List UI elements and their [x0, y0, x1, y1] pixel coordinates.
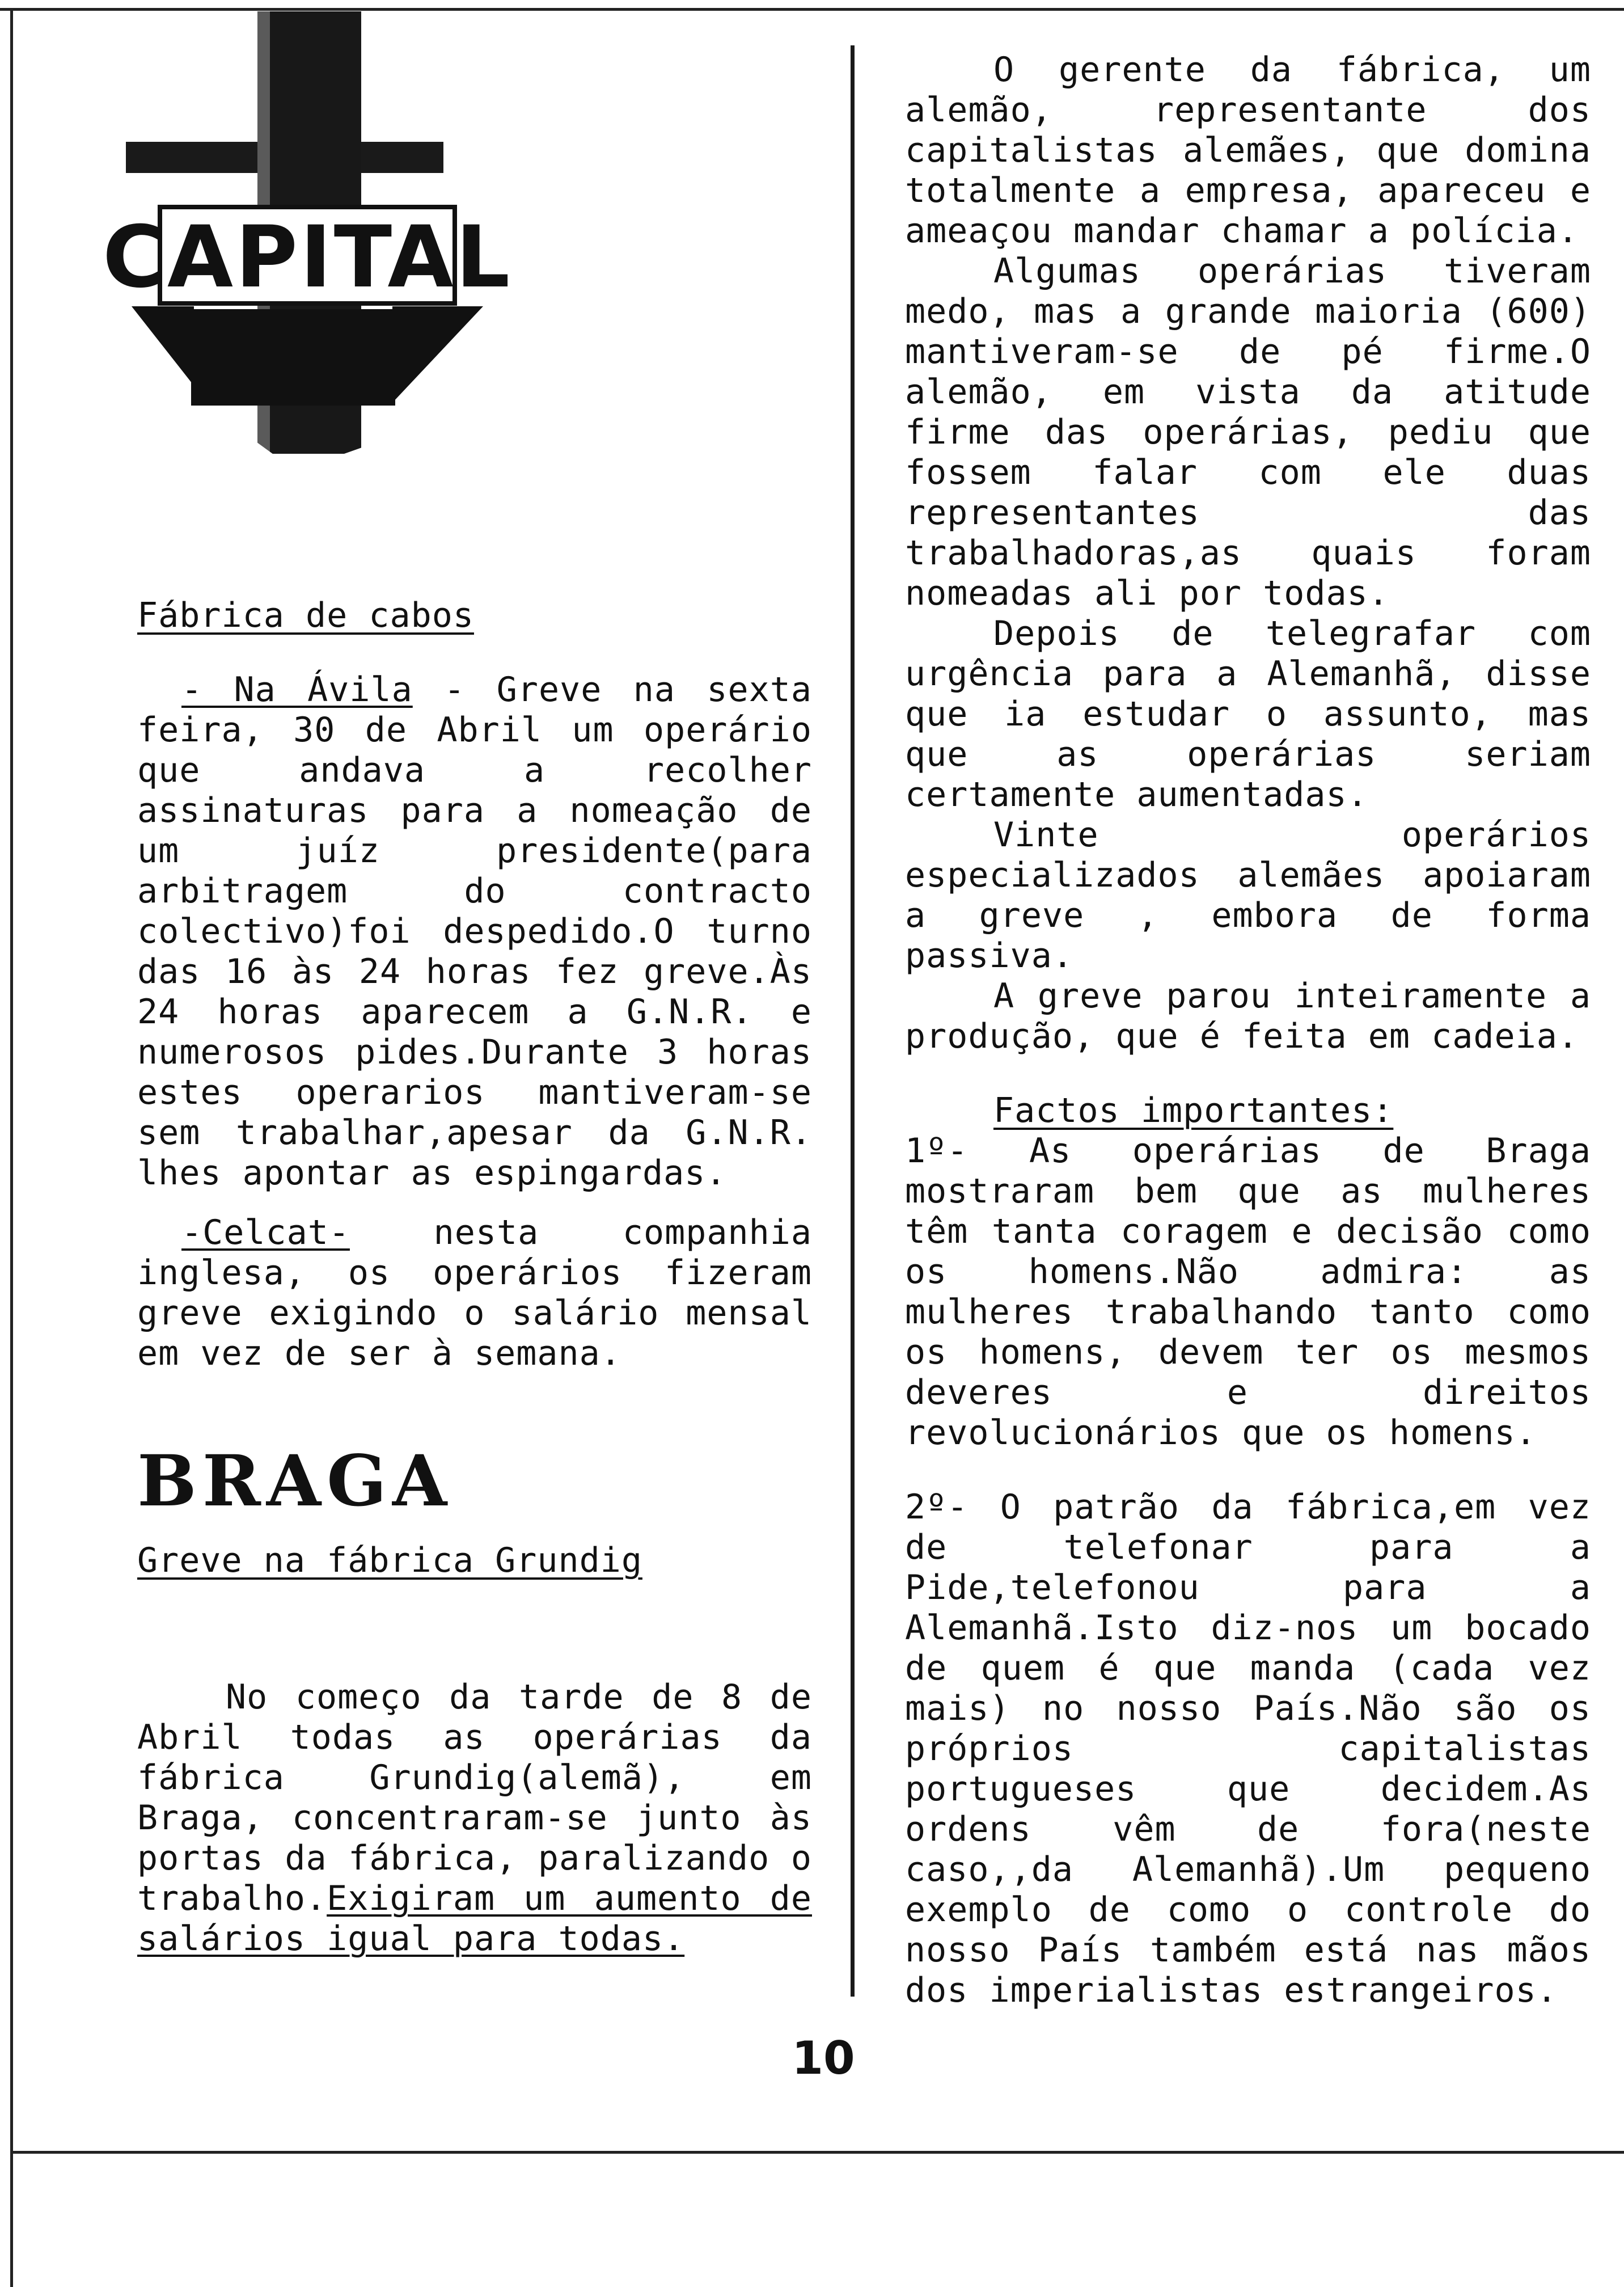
page-border-top [0, 8, 1624, 11]
logo-text: CAPITAL [102, 208, 513, 307]
section-heading-fabrica-cabos: Fábrica de cabos [137, 596, 474, 635]
paragraph-telegrafar: Depois de telegrafar com urgência para a Alemanhã, disse que ia estudar o assunto, mas que as operárias seriam certamente aumentadas. [905, 614, 1591, 815]
section-heading-grundig: Greve na fábrica Grundig [137, 1541, 642, 1580]
paragraph-gerente: O gerente da fábrica, um alemão, representante dos capitalistas alemães, que domina totalmente a empresa, apareceu e ameaçou mandar chamar a polícia. [905, 50, 1591, 251]
left-column [137, 596, 812, 1959]
paragraph-greve-parou: A greve parou inteiramente a produção, que é feita em cadeia. [905, 976, 1591, 1056]
paragraph-operarias: Algumas operárias tiveram medo, mas a grande maioria (600) mantiveram-se de pé firme.O alemão, em vista da atitude firme das operárias, pediu que fossem falar com ele duas representantes das trabalhadoras,as quais foram nomeadas ali por todas. [905, 251, 1591, 613]
city-title: BRAGA [137, 1440, 453, 1522]
page-border-bottom [10, 2151, 1624, 2154]
avila-lead: - Na Ávila [181, 670, 413, 710]
page-number: 10 [792, 2032, 855, 2085]
grundig-demand: Exigiram um aumento de salários igual para todas. [137, 1879, 812, 1959]
facts-heading: Factos importantes: [993, 1091, 1394, 1130]
paragraph-grundig [137, 1677, 812, 1959]
capital-emblem-icon [102, 11, 513, 499]
fact-1: 1º- As operárias de Braga mostraram bem que as mulheres têm tanta coragem e decisão como os homens.Não admira: as mulheres trabalhando tanto como os homens, devem ter os mesmos deveres e direitos revolucionários que os homens. [905, 1131, 1591, 1453]
paragraph-avila [137, 670, 812, 1193]
paragraph-celcat [137, 1213, 812, 1374]
paragraph-vinte-operarios: Vinte operários especializados alemães apoiaram a greve , embora de forma passiva. [905, 815, 1591, 976]
right-column [905, 50, 1591, 2011]
page-border-left [10, 8, 13, 2287]
grundig-text: No começo da tarde de 8 de Abril todas as operárias da fábrica Grundig(alemã), em Braga, concentraram-se junto às portas da fábrica, paralizando o trabalho. [137, 1677, 812, 1918]
fact-2: 2º- O patrão da fábrica,em vez de telefonar para a Pide,telefonou para a Alemanhã.Isto diz-nos um bocado de quem é que manda (cada vez mais) no nosso País.Não são os próprios capitalistas portugueses que decidem.As ordens vêm de fora(neste caso,,da Alemanhã).Um pequeno exemplo de como o controle do nosso País também está nas mãos dos imperialistas estrangeiros. [905, 1487, 1591, 2010]
avila-text: - Greve na sexta feira, 30 de Abril um operário que andava a recolher assinaturas para a nomeação de um juíz presidente(para arbitragem do contracto colectivo)foi despedido.O turno das 16 às 24 horas fez greve.Às 24 horas aparecem a G.N.R. e numerosos pides.Durante 3 horas estes operarios mantiveram-se sem trabalhar,apesar da G.N.R. lhes apontar as espingardas. [137, 670, 813, 1193]
celcat-lead: -Celcat- [181, 1213, 350, 1252]
celcat-text: nesta companhia inglesa, os operários fizeram greve exigindo o salário mensal em vez de ser à semana. [137, 1213, 812, 1373]
column-divider [851, 45, 855, 1997]
